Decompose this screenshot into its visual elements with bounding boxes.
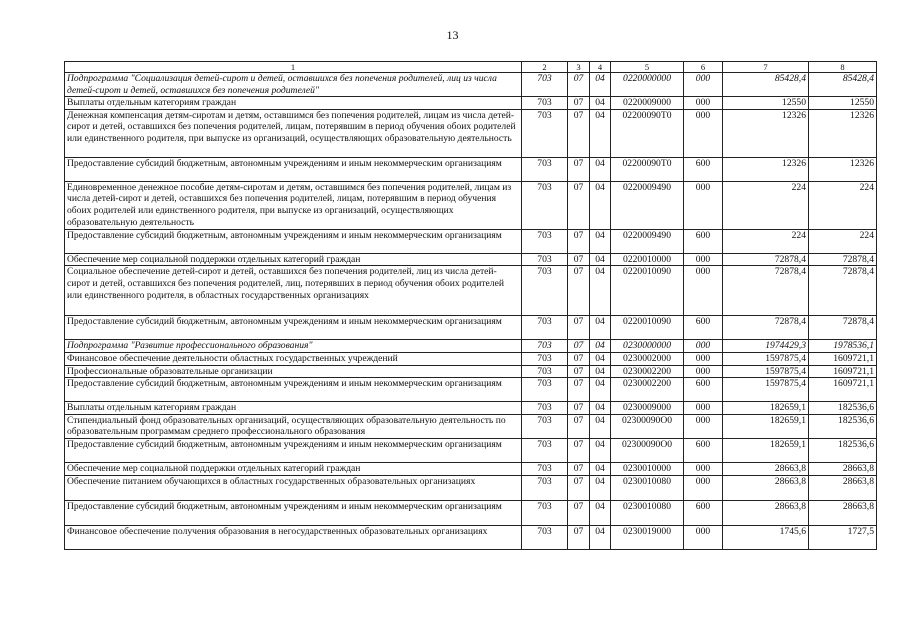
row-name-cell: Предоставление субсидий бюджетным, автономным учреждениям и иным некоммерческим организациям — [65, 157, 522, 181]
table-row — [65, 352, 877, 365]
table-row — [65, 229, 877, 253]
row-value-cell: 224 — [809, 181, 877, 229]
header-row — [65, 62, 877, 73]
row-value-cell: 72878,4 — [723, 253, 809, 266]
row-name-cell: Выплаты отдельным категориям граждан — [65, 97, 522, 110]
table-row — [65, 316, 877, 340]
row-value-cell: 224 — [723, 229, 809, 253]
table-row — [65, 181, 877, 229]
row-value-cell: 07 — [568, 525, 590, 549]
row-value-cell: 600 — [684, 229, 723, 253]
row-value-cell: 703 — [522, 500, 568, 525]
row-value-cell: 703 — [522, 475, 568, 500]
row-value-cell: 0220000000 — [611, 73, 684, 97]
table-row — [65, 109, 877, 157]
table-row — [65, 97, 877, 110]
row-value-cell: 000 — [684, 414, 723, 438]
row-value-cell: 72878,4 — [723, 316, 809, 340]
table-body — [65, 62, 877, 550]
row-value-cell: 04 — [590, 253, 611, 266]
row-value-cell: 07 — [568, 414, 590, 438]
row-value-cell: 0230002200 — [611, 378, 684, 402]
row-value-cell: 04 — [590, 181, 611, 229]
row-value-cell: 02200090Т0 — [611, 109, 684, 157]
row-value-cell: 703 — [522, 97, 568, 110]
row-value-cell: 703 — [522, 340, 568, 353]
table-row — [65, 402, 877, 415]
row-value-cell: 0220009000 — [611, 97, 684, 110]
row-value-cell: 0230010080 — [611, 500, 684, 525]
row-value-cell: 1745,6 — [723, 525, 809, 549]
row-name-cell: Подпрограмма "Развитие профессионального образования" — [65, 340, 522, 353]
row-name-cell: Предоставление субсидий бюджетным, автономным учреждениям и иным некоммерческим организациям — [65, 229, 522, 253]
row-value-cell: 04 — [590, 340, 611, 353]
table-row — [65, 475, 877, 500]
row-value-cell: 72878,4 — [809, 253, 877, 266]
row-value-cell: 703 — [522, 352, 568, 365]
row-value-cell: 28663,8 — [723, 475, 809, 500]
subprogram-row — [65, 340, 877, 353]
row-value-cell: 0230002200 — [611, 365, 684, 378]
row-value-cell: 703 — [522, 253, 568, 266]
row-value-cell: 703 — [522, 462, 568, 475]
table-row — [65, 500, 877, 525]
row-value-cell: 07 — [568, 109, 590, 157]
row-name-cell: Социальное обеспечение детей-сирот и детей, оставшихся без попечения родителей, лиц из числа детей-сирот и детей, оставшихся без попечения родителей, лиц, потерявших в период обучения обоих родителей или единственного родителя, в областных государственных организациях — [65, 266, 522, 316]
budget-table — [64, 61, 877, 550]
row-value-cell: 000 — [684, 253, 723, 266]
row-value-cell: 600 — [684, 157, 723, 181]
row-value-cell: 0230002000 — [611, 352, 684, 365]
row-value-cell: 04 — [590, 266, 611, 316]
table-row — [65, 365, 877, 378]
column-header: 6 — [684, 62, 723, 73]
row-value-cell: 1609721,1 — [809, 352, 877, 365]
row-value-cell: 703 — [522, 229, 568, 253]
row-value-cell: 703 — [522, 266, 568, 316]
row-value-cell: 07 — [568, 402, 590, 415]
column-header: 5 — [611, 62, 684, 73]
row-value-cell: 0220009490 — [611, 181, 684, 229]
row-value-cell: 07 — [568, 352, 590, 365]
row-value-cell: 000 — [684, 462, 723, 475]
row-value-cell: 04 — [590, 352, 611, 365]
row-value-cell: 000 — [684, 266, 723, 316]
row-value-cell: 02200090Т0 — [611, 157, 684, 181]
row-value-cell: 28663,8 — [723, 500, 809, 525]
subprogram-row — [65, 73, 877, 97]
row-value-cell: 12550 — [809, 97, 877, 110]
row-name-cell: Профессиональные образовательные организации — [65, 365, 522, 378]
table-row — [65, 378, 877, 402]
row-value-cell: 04 — [590, 229, 611, 253]
row-value-cell: 28663,8 — [809, 462, 877, 475]
row-value-cell: 12550 — [723, 97, 809, 110]
row-value-cell: 1974429,3 — [723, 340, 809, 353]
table-row — [65, 414, 877, 438]
row-value-cell: 72878,4 — [809, 316, 877, 340]
row-value-cell: 703 — [522, 402, 568, 415]
table-row — [65, 157, 877, 181]
row-value-cell: 04 — [590, 525, 611, 549]
row-name-cell: Выплаты отдельным категориям граждан — [65, 402, 522, 415]
row-value-cell: 07 — [568, 365, 590, 378]
row-value-cell: 07 — [568, 500, 590, 525]
row-value-cell: 182536,6 — [809, 414, 877, 438]
row-name-cell: Предоставление субсидий бюджетным, автономным учреждениям и иным некоммерческим организациям — [65, 378, 522, 402]
row-value-cell: 04 — [590, 157, 611, 181]
row-value-cell: 07 — [568, 157, 590, 181]
row-name-cell: Подпрограмма "Социализация детей-сирот и детей, оставшихся без попечения родителей, лиц из числа детей-сирот и детей, оставшихся без попечения родителей" — [65, 73, 522, 97]
row-name-cell: Предоставление субсидий бюджетным, автономным учреждениям и иным некоммерческим организациям — [65, 438, 522, 462]
row-value-cell: 0230009000 — [611, 402, 684, 415]
row-value-cell: 000 — [684, 340, 723, 353]
row-value-cell: 0230000000 — [611, 340, 684, 353]
row-value-cell: 000 — [684, 525, 723, 549]
row-value-cell: 72878,4 — [809, 266, 877, 316]
column-header: 2 — [522, 62, 568, 73]
row-value-cell: 182536,6 — [809, 438, 877, 462]
row-value-cell: 600 — [684, 316, 723, 340]
row-value-cell: 0230010000 — [611, 462, 684, 475]
row-value-cell: 07 — [568, 229, 590, 253]
row-name-cell: Финансовое обеспечение получения образования в негосударственных образовательных организациях — [65, 525, 522, 549]
row-value-cell: 07 — [568, 316, 590, 340]
row-value-cell: 1597875,4 — [723, 365, 809, 378]
table-row — [65, 266, 877, 316]
column-header: 4 — [590, 62, 611, 73]
row-value-cell: 000 — [684, 181, 723, 229]
row-value-cell: 04 — [590, 365, 611, 378]
row-value-cell: 224 — [809, 229, 877, 253]
row-value-cell: 0230019000 — [611, 525, 684, 549]
row-value-cell: 703 — [522, 181, 568, 229]
row-value-cell: 04 — [590, 402, 611, 415]
row-value-cell: 02300090О0 — [611, 438, 684, 462]
row-value-cell: 02300090О0 — [611, 414, 684, 438]
row-name-cell: Обеспечение мер социальной поддержки отдельных категорий граждан — [65, 253, 522, 266]
row-value-cell: 182659,1 — [723, 402, 809, 415]
row-value-cell: 04 — [590, 438, 611, 462]
row-value-cell: 182659,1 — [723, 414, 809, 438]
row-value-cell: 600 — [684, 500, 723, 525]
row-value-cell: 07 — [568, 438, 590, 462]
row-value-cell: 04 — [590, 414, 611, 438]
row-value-cell: 000 — [684, 73, 723, 97]
table-row — [65, 525, 877, 549]
row-value-cell: 703 — [522, 157, 568, 181]
row-value-cell: 000 — [684, 97, 723, 110]
row-value-cell: 000 — [684, 402, 723, 415]
row-value-cell: 04 — [590, 316, 611, 340]
row-name-cell: Денежная компенсация детям-сиротам и детям, оставшимся без попечения родителей, лицам из числа детей-сирот и детей, оставшихся без попечения родителей, лицам, потерявшим в период обучения обоих родителей или единственного родителя, при выпуске из организаций, осуществляющих образовательную деятельность — [65, 109, 522, 157]
row-value-cell: 600 — [684, 438, 723, 462]
row-value-cell: 1597875,4 — [723, 378, 809, 402]
row-value-cell: 28663,8 — [723, 462, 809, 475]
page-number: 13 — [446, 28, 459, 42]
row-value-cell: 000 — [684, 475, 723, 500]
row-name-cell: Обеспечение питанием обучающихся в областных государственных образовательных организациях — [65, 475, 522, 500]
row-value-cell: 07 — [568, 462, 590, 475]
row-value-cell: 224 — [723, 181, 809, 229]
row-value-cell: 12326 — [723, 157, 809, 181]
row-value-cell: 07 — [568, 181, 590, 229]
row-value-cell: 04 — [590, 475, 611, 500]
row-value-cell: 703 — [522, 525, 568, 549]
row-name-cell: Стипендиальный фонд образовательных организаций, осуществляющих образовательную деятельность по образовательным программам среднего профессионального образования — [65, 414, 522, 438]
row-value-cell: 1978536,1 — [809, 340, 877, 353]
column-header: 1 — [65, 62, 522, 73]
row-value-cell: 0220009490 — [611, 229, 684, 253]
row-value-cell: 72878,4 — [723, 266, 809, 316]
row-value-cell: 07 — [568, 266, 590, 316]
row-value-cell: 04 — [590, 109, 611, 157]
row-value-cell: 04 — [590, 500, 611, 525]
row-value-cell: 703 — [522, 378, 568, 402]
row-value-cell: 000 — [684, 109, 723, 157]
row-name-cell: Предоставление субсидий бюджетным, автономным учреждениям и иным некоммерческим организациям — [65, 316, 522, 340]
row-value-cell: 0220010000 — [611, 253, 684, 266]
row-value-cell: 12326 — [809, 109, 877, 157]
row-value-cell: 28663,8 — [809, 475, 877, 500]
row-value-cell: 703 — [522, 438, 568, 462]
row-value-cell: 07 — [568, 475, 590, 500]
column-header: 8 — [809, 62, 877, 73]
row-value-cell: 04 — [590, 73, 611, 97]
row-value-cell: 703 — [522, 316, 568, 340]
column-header: 7 — [723, 62, 809, 73]
row-value-cell: 0230010080 — [611, 475, 684, 500]
row-value-cell: 0220010090 — [611, 266, 684, 316]
row-value-cell: 28663,8 — [809, 500, 877, 525]
row-value-cell: 1727,5 — [809, 525, 877, 549]
row-name-cell: Финансовое обеспечение деятельности областных государственных учреждений — [65, 352, 522, 365]
row-value-cell: 12326 — [723, 109, 809, 157]
table-row — [65, 438, 877, 462]
row-value-cell: 600 — [684, 378, 723, 402]
column-header: 3 — [568, 62, 590, 73]
row-value-cell: 182659,1 — [723, 438, 809, 462]
row-value-cell: 04 — [590, 462, 611, 475]
row-value-cell: 1597875,4 — [723, 352, 809, 365]
row-value-cell: 000 — [684, 365, 723, 378]
row-value-cell: 12326 — [809, 157, 877, 181]
row-value-cell: 04 — [590, 378, 611, 402]
row-value-cell: 85428,4 — [723, 73, 809, 97]
row-value-cell: 1609721,1 — [809, 365, 877, 378]
row-value-cell: 07 — [568, 253, 590, 266]
row-value-cell: 000 — [684, 352, 723, 365]
row-value-cell: 85428,4 — [809, 73, 877, 97]
row-name-cell: Единовременное денежное пособие детям-сиротам и детям, оставшимся без попечения родителей, лицам из числа детей-сирот и детей, оставшихся без попечения родителей, лицам, потерявшим в период обучения обоих родителей или единственного родителя, при выпуске из организаций, осуществляющих образовательную деятельность — [65, 181, 522, 229]
row-value-cell: 703 — [522, 73, 568, 97]
row-value-cell: 703 — [522, 414, 568, 438]
table-row — [65, 462, 877, 475]
row-value-cell: 04 — [590, 97, 611, 110]
row-value-cell: 07 — [568, 340, 590, 353]
row-value-cell: 07 — [568, 73, 590, 97]
row-name-cell: Обеспечение мер социальной поддержки отдельных категорий граждан — [65, 462, 522, 475]
row-value-cell: 703 — [522, 109, 568, 157]
row-value-cell: 07 — [568, 97, 590, 110]
row-value-cell: 07 — [568, 378, 590, 402]
row-value-cell: 1609721,1 — [809, 378, 877, 402]
row-value-cell: 182536,6 — [809, 402, 877, 415]
row-value-cell: 703 — [522, 365, 568, 378]
row-value-cell: 0220010090 — [611, 316, 684, 340]
table-row — [65, 253, 877, 266]
row-name-cell: Предоставление субсидий бюджетным, автономным учреждениям и иным некоммерческим организациям — [65, 500, 522, 525]
